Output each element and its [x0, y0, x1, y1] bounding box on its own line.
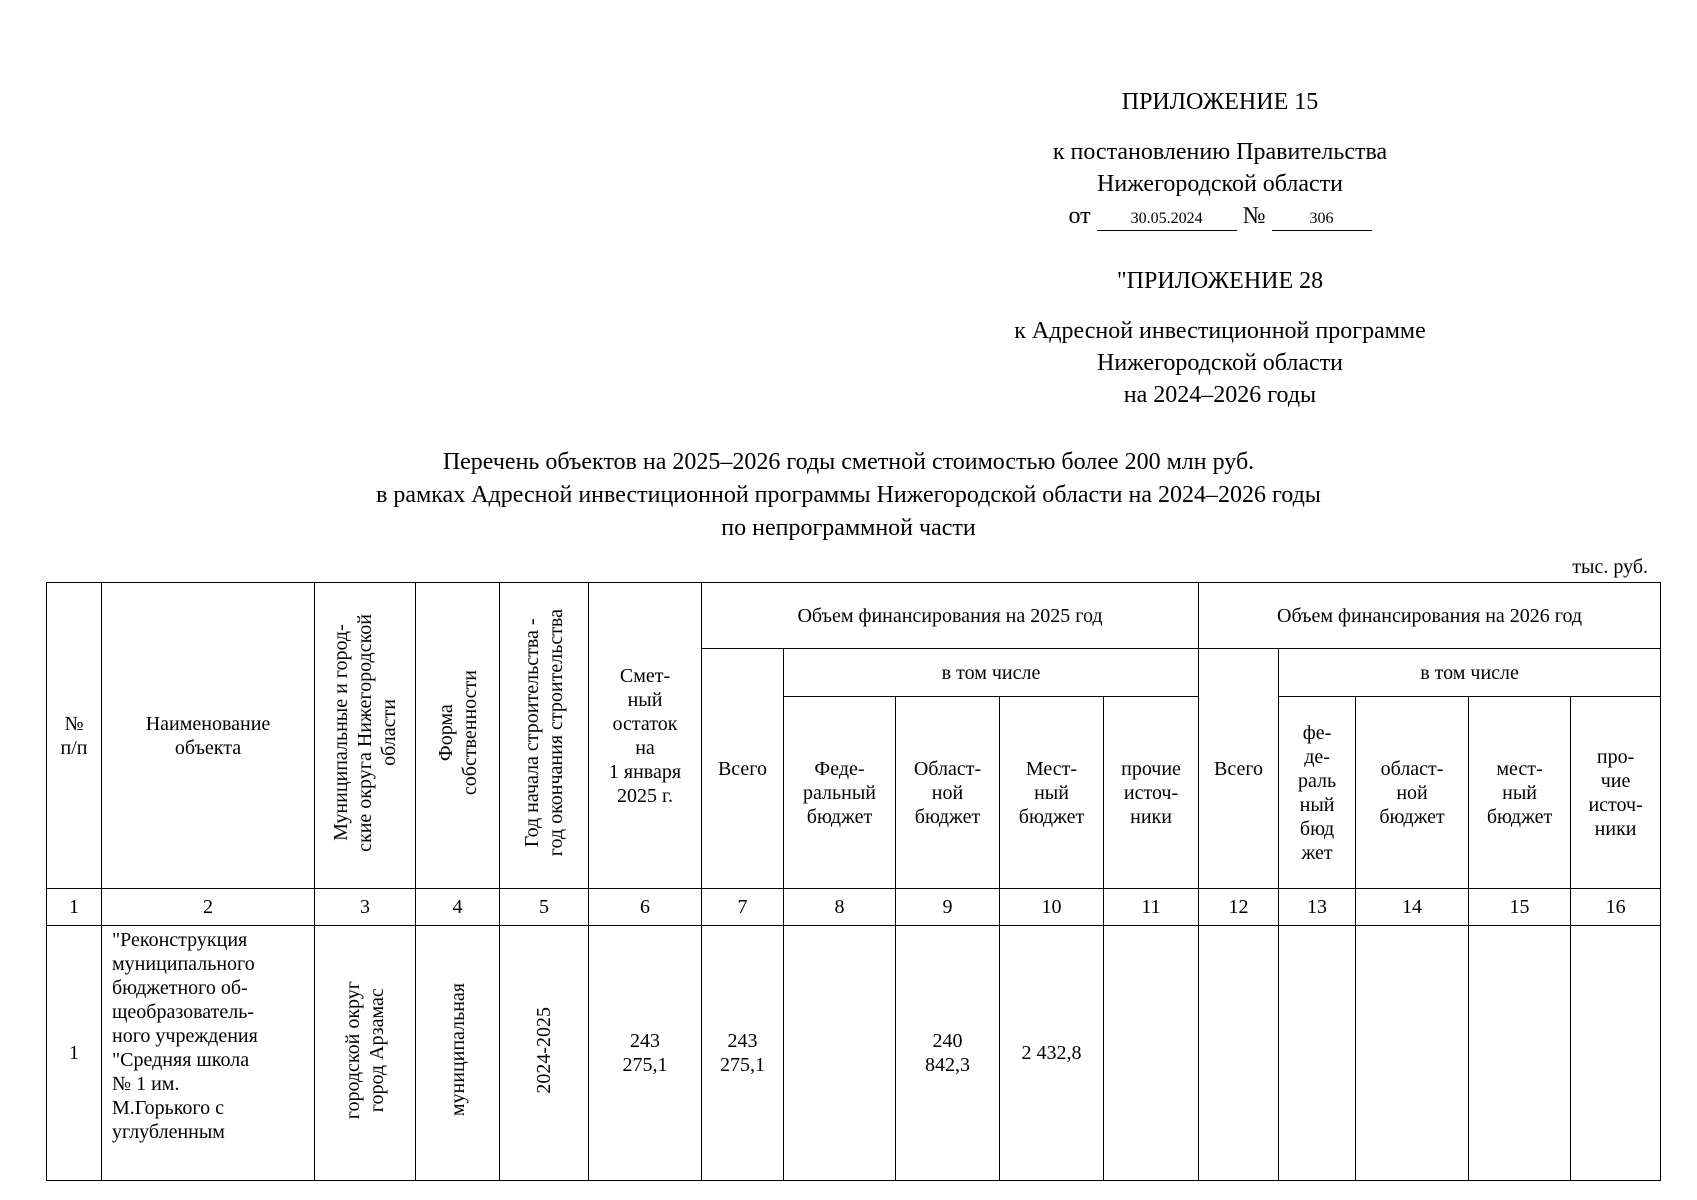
- ownership-cell: муниципальная: [416, 926, 500, 1181]
- program-line-2: Нижегородской области: [1096, 350, 1344, 376]
- resolution-number: 306: [1272, 208, 1372, 231]
- column-number: 1: [47, 889, 102, 926]
- header-num: № п/п: [47, 583, 102, 889]
- title-line-3: по непрограммной части: [721, 515, 976, 541]
- appendix-28-header: [960, 265, 1480, 297]
- resolution-date: 30.05.2024: [1097, 208, 1237, 231]
- federal-2026-cell: [1279, 926, 1356, 1181]
- header-municipality: Муниципальные и город- ские округа Нижегородской области: [315, 583, 416, 889]
- resolution-date-line: [960, 200, 1480, 232]
- column-number: 12: [1199, 889, 1279, 926]
- header-federal-2026: фе- де- раль ный бюд жет: [1279, 697, 1356, 889]
- column-number: 16: [1571, 889, 1661, 926]
- header-total-2025: Всего: [702, 649, 784, 889]
- appendix-number: ПРИЛОЖЕНИЕ 15: [1121, 89, 1319, 115]
- program-line-3: на 2024–2026 годы: [1123, 382, 1317, 408]
- units-label: тыс. руб.: [1572, 556, 1648, 578]
- regional-2025-cell: 240 842,3: [896, 926, 1000, 1181]
- municipality-cell: городской округ город Арзамас: [315, 926, 416, 1181]
- local-2026-cell: [1469, 926, 1571, 1181]
- header-financing-2026: Объем финансирования на 2026 год: [1199, 583, 1661, 649]
- remainder-cell: 243 275,1: [589, 926, 702, 1181]
- header-local-2026: мест- ный бюджет: [1469, 697, 1571, 889]
- column-number: 14: [1356, 889, 1469, 926]
- total-2026-cell: [1199, 926, 1279, 1181]
- column-number: 5: [500, 889, 589, 926]
- title-line-1: Перечень объектов на 2025–2026 годы сметной стоимостью более 200 млн руб.: [442, 449, 1255, 475]
- resolution-line-2: Нижегородской области: [1096, 171, 1344, 197]
- from-label: от: [1068, 203, 1091, 229]
- header-including-2025: в том числе: [784, 649, 1199, 697]
- header-other-2026: про- чие источ- ники: [1571, 697, 1661, 889]
- years-cell: 2024-2025: [500, 926, 589, 1181]
- appendix-header: [960, 86, 1480, 118]
- header-financing-2025: Объем финансирования на 2025 год: [702, 583, 1199, 649]
- header-regional-2025: Област- ной бюджет: [896, 697, 1000, 889]
- program-reference: [960, 315, 1480, 411]
- header-total-2026: Всего: [1199, 649, 1279, 889]
- column-number: 13: [1279, 889, 1356, 926]
- total-2025-cell: 243 275,1: [702, 926, 784, 1181]
- header-years: Год начала строительства - год окончания строительства: [500, 583, 589, 889]
- local-2025-cell: 2 432,8: [1000, 926, 1104, 1181]
- column-number: 6: [589, 889, 702, 926]
- column-number: 11: [1104, 889, 1199, 926]
- column-number: 2: [102, 889, 315, 926]
- object-name: "Реконструкция муниципального бюджетного об- щеобразователь- ного учреждения "Средняя школа № 1 им. М.Горького с углубленным: [102, 926, 315, 1181]
- header-remainder: Смет- ный остаток на 1 января 2025 г.: [589, 583, 702, 889]
- table-row: [47, 926, 1661, 1181]
- document-title: [0, 446, 1697, 545]
- resolution-reference: [960, 136, 1480, 232]
- header-regional-2026: област- ной бюджет: [1356, 697, 1469, 889]
- column-number: 3: [315, 889, 416, 926]
- regional-2026-cell: [1356, 926, 1469, 1181]
- title-line-2: в рамках Адресной инвестиционной программы Нижегородской области на 2024–2026 годы: [376, 482, 1321, 508]
- column-number: 10: [1000, 889, 1104, 926]
- objects-table: [46, 582, 1661, 1181]
- header-name: Наименование объекта: [102, 583, 315, 889]
- column-number: 9: [896, 889, 1000, 926]
- program-line-1: к Адресной инвестиционной программе: [1014, 318, 1426, 344]
- header-ownership: Форма собственности: [416, 583, 500, 889]
- other-2026-cell: [1571, 926, 1661, 1181]
- number-label: №: [1242, 203, 1266, 229]
- header-row-1: [47, 583, 1661, 649]
- row-number: 1: [47, 926, 102, 1181]
- federal-2025-cell: [784, 926, 896, 1181]
- header-federal-2025: Феде- ральный бюджет: [784, 697, 896, 889]
- column-number: 15: [1469, 889, 1571, 926]
- resolution-line-1: к постановлению Правительства: [1052, 139, 1388, 165]
- column-numbers-row: [47, 889, 1661, 926]
- column-number: 7: [702, 889, 784, 926]
- header-other-2025: прочие источ- ники: [1104, 697, 1199, 889]
- column-number: 8: [784, 889, 896, 926]
- header-including-2026: в том числе: [1279, 649, 1661, 697]
- other-2025-cell: [1104, 926, 1199, 1181]
- header-local-2025: Мест- ный бюджет: [1000, 697, 1104, 889]
- appendix-28: "ПРИЛОЖЕНИЕ 28: [1116, 268, 1324, 294]
- column-number: 4: [416, 889, 500, 926]
